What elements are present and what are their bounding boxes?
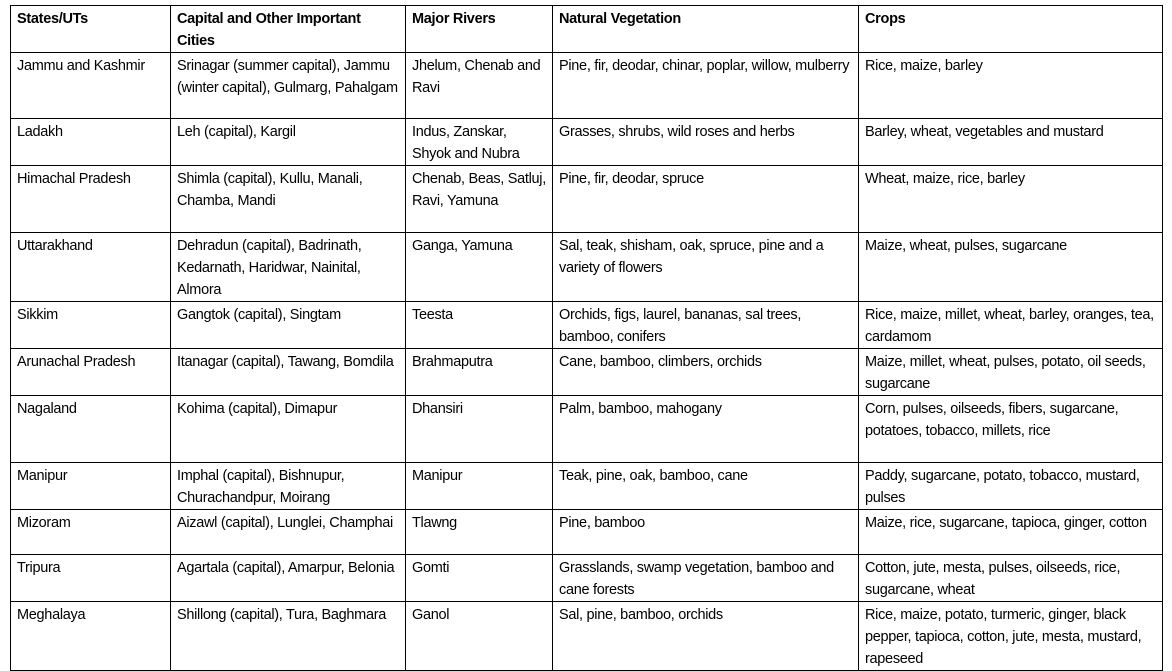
cell-crops: Maize, millet, wheat, pulses, potato, oil seeds, sugarcane: [859, 349, 1163, 396]
cell-cities: Shillong (capital), Tura, Baghmara: [171, 602, 406, 671]
table-row: [11, 396, 1163, 463]
cell-cities: Imphal (capital), Bishnupur, Churachandpur, Moirang: [171, 463, 406, 510]
cell-rivers: Jhelum, Chenab and Ravi: [406, 53, 553, 119]
cell-vegetation: Teak, pine, oak, bamboo, cane: [553, 463, 859, 510]
cell-rivers: Chenab, Beas, Satluj, Ravi, Yamuna: [406, 166, 553, 233]
cell-crops: Rice, maize, millet, wheat, barley, oranges, tea, cardamom: [859, 302, 1163, 349]
cell-cities: Gangtok (capital), Singtam: [171, 302, 406, 349]
table-row: [11, 119, 1163, 166]
cell-rivers: Ganol: [406, 602, 553, 671]
cell-rivers: Ganga, Yamuna: [406, 233, 553, 302]
cell-crops: Maize, rice, sugarcane, tapioca, ginger, cotton: [859, 510, 1163, 555]
cell-rivers: Manipur: [406, 463, 553, 510]
cell-cities: Agartala (capital), Amarpur, Belonia: [171, 555, 406, 602]
cell-state: Jammu and Kashmir: [11, 53, 171, 119]
header-cities: Capital and Other Important Cities: [171, 6, 406, 53]
cell-vegetation: Sal, pine, bamboo, orchids: [553, 602, 859, 671]
cell-crops: Cotton, jute, mesta, pulses, oilseeds, rice, sugarcane, wheat: [859, 555, 1163, 602]
cell-state: Nagaland: [11, 396, 171, 463]
table-row: [11, 349, 1163, 396]
header-crops: Crops: [859, 6, 1163, 53]
cell-rivers: Dhansiri: [406, 396, 553, 463]
cell-rivers: Teesta: [406, 302, 553, 349]
cell-cities: Dehradun (capital), Badrinath, Kedarnath, Haridwar, Nainital, Almora: [171, 233, 406, 302]
cell-cities: Srinagar (summer capital), Jammu (winter capital), Gulmarg, Pahalgam: [171, 53, 406, 119]
states-table: [10, 5, 1163, 671]
table-row: [11, 302, 1163, 349]
cell-rivers: Tlawng: [406, 510, 553, 555]
cell-crops: Rice, maize, potato, turmeric, ginger, black pepper, tapioca, cotton, jute, mesta, mustard, rapeseed: [859, 602, 1163, 671]
cell-rivers: Gomti: [406, 555, 553, 602]
table-row: [11, 555, 1163, 602]
cell-state: Meghalaya: [11, 602, 171, 671]
table-row: [11, 233, 1163, 302]
cell-state: Tripura: [11, 555, 171, 602]
cell-cities: Kohima (capital), Dimapur: [171, 396, 406, 463]
cell-vegetation: Pine, fir, deodar, spruce: [553, 166, 859, 233]
table-row: [11, 602, 1163, 671]
cell-cities: Leh (capital), Kargil: [171, 119, 406, 166]
cell-rivers: Brahmaputra: [406, 349, 553, 396]
cell-state: Ladakh: [11, 119, 171, 166]
cell-crops: Maize, wheat, pulses, sugarcane: [859, 233, 1163, 302]
cell-crops: Wheat, maize, rice, barley: [859, 166, 1163, 233]
cell-crops: Corn, pulses, oilseeds, fibers, sugarcane, potatoes, tobacco, millets, rice: [859, 396, 1163, 463]
cell-vegetation: Orchids, figs, laurel, bananas, sal trees, bamboo, conifers: [553, 302, 859, 349]
header-row: [11, 6, 1163, 53]
cell-state: Himachal Pradesh: [11, 166, 171, 233]
cell-state: Mizoram: [11, 510, 171, 555]
table-row: [11, 166, 1163, 233]
cell-vegetation: Grasslands, swamp vegetation, bamboo and cane forests: [553, 555, 859, 602]
cell-vegetation: Pine, fir, deodar, chinar, poplar, willow, mulberry: [553, 53, 859, 119]
cell-vegetation: Palm, bamboo, mahogany: [553, 396, 859, 463]
table-row: [11, 463, 1163, 510]
cell-crops: Rice, maize, barley: [859, 53, 1163, 119]
cell-crops: Barley, wheat, vegetables and mustard: [859, 119, 1163, 166]
cell-cities: Itanagar (capital), Tawang, Bomdila: [171, 349, 406, 396]
cell-state: Uttarakhand: [11, 233, 171, 302]
cell-vegetation: Cane, bamboo, climbers, orchids: [553, 349, 859, 396]
cell-state: Sikkim: [11, 302, 171, 349]
table-row: [11, 510, 1163, 555]
cell-vegetation: Pine, bamboo: [553, 510, 859, 555]
cell-state: Arunachal Pradesh: [11, 349, 171, 396]
cell-rivers: Indus, Zanskar, Shyok and Nubra: [406, 119, 553, 166]
cell-state: Manipur: [11, 463, 171, 510]
header-vegetation: Natural Vegetation: [553, 6, 859, 53]
cell-crops: Paddy, sugarcane, potato, tobacco, mustard, pulses: [859, 463, 1163, 510]
table-row: [11, 53, 1163, 119]
header-rivers: Major Rivers: [406, 6, 553, 53]
cell-cities: Aizawl (capital), Lunglei, Champhai: [171, 510, 406, 555]
cell-cities: Shimla (capital), Kullu, Manali, Chamba, Mandi: [171, 166, 406, 233]
cell-vegetation: Sal, teak, shisham, oak, spruce, pine and a variety of flowers: [553, 233, 859, 302]
header-states: States/UTs: [11, 6, 171, 53]
cell-vegetation: Grasses, shrubs, wild roses and herbs: [553, 119, 859, 166]
